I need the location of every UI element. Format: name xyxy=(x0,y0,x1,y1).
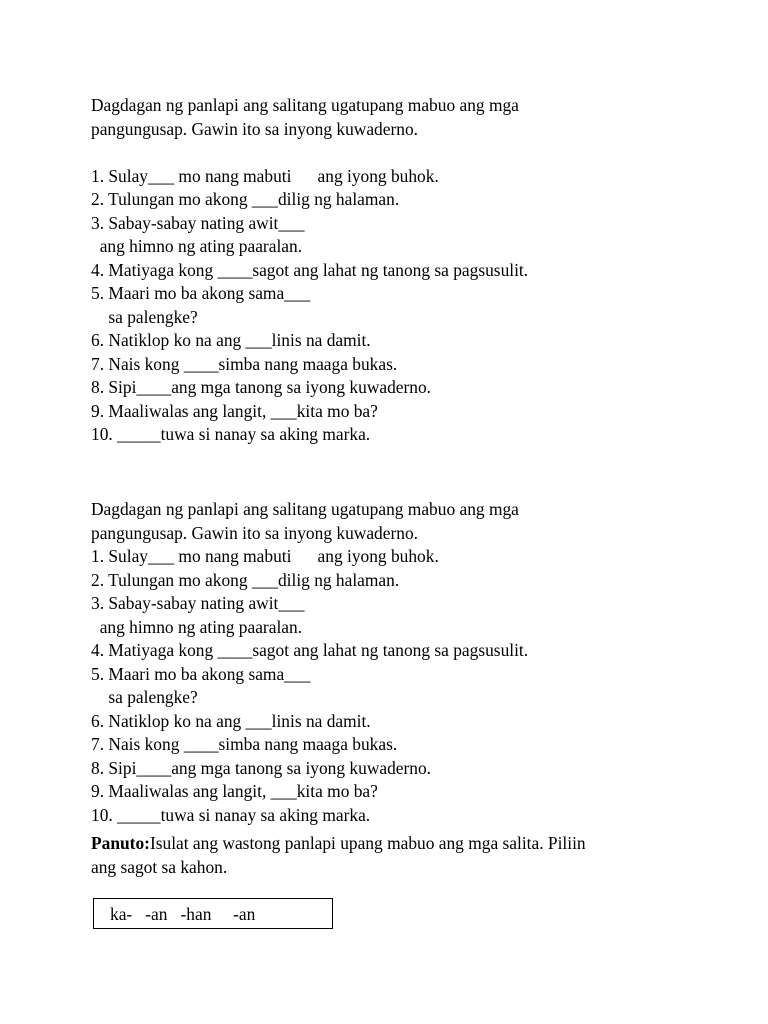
panuto-line-2: ang sagot sa kahon. xyxy=(91,856,228,877)
exercise-item: 2. Tulungan mo akong ___dilig ng halaman. xyxy=(91,189,400,209)
spacer xyxy=(91,141,751,165)
exercise-item: 4. Matiyaga kong ____sagot ang lahat ng tanong sa pagsusulit. xyxy=(91,640,529,660)
worksheet-section-2 xyxy=(91,498,751,827)
exercise-item: 8. Sipi____ang mga tanong sa iyong kuwaderno. xyxy=(91,757,432,778)
exercise-item: 9. Maaliwalas ang langit, ___kita mo ba? xyxy=(91,400,378,421)
exercise-item-continuation: ang himno ng ating paaralan. xyxy=(91,236,303,256)
answer-choices-box xyxy=(93,898,333,929)
panuto-line-1 xyxy=(91,832,751,856)
exercise-item: 7. Nais kong ____simba nang maaga bukas. xyxy=(91,734,398,754)
instruction-line-2: pangungusap. Gawin ito sa inyong kuwaderno. xyxy=(91,522,418,543)
exercise-item-continuation: sa palengke? xyxy=(91,687,198,707)
exercise-item: 6. Natiklop ko na ang ___linis na damit. xyxy=(91,710,371,731)
exercise-item: 5. Maari mo ba akong sama___ xyxy=(91,663,311,684)
exercise-item: 10. _____tuwa si nanay sa aking marka. xyxy=(91,804,371,825)
instruction-line-1: Dagdagan ng panlapi ang salitang ugatupang mabuo ang mga xyxy=(91,499,519,519)
exercise-item: 8. Sipi____ang mga tanong sa iyong kuwaderno. xyxy=(91,377,432,397)
exercise-item: 3. Sabay-sabay nating awit___ xyxy=(91,593,305,613)
exercise-item: 5. Maari mo ba akong sama___ xyxy=(91,283,311,303)
panuto-section xyxy=(91,832,751,879)
answer-choices: ka- -an -han -an xyxy=(110,904,256,924)
exercise-item: 10. _____tuwa si nanay sa aking marka. xyxy=(91,424,371,444)
exercise-item: 7. Nais kong ____simba nang maaga bukas. xyxy=(91,353,398,374)
exercise-item: 4. Matiyaga kong ____sagot ang lahat ng tanong sa pagsusulit. xyxy=(91,259,529,280)
worksheet-section-1 xyxy=(91,94,751,447)
exercise-item-continuation: ang himno ng ating paaralan. xyxy=(91,616,303,637)
exercise-item: 1. Sulay___ mo nang mabuti ang iyong buhok. xyxy=(91,546,439,566)
exercise-item: 9. Maaliwalas ang langit, ___kita mo ba? xyxy=(91,781,378,801)
exercise-item: 2. Tulungan mo akong ___dilig ng halaman. xyxy=(91,569,400,590)
exercise-item: 3. Sabay-sabay nating awit___ xyxy=(91,212,305,233)
panuto-text: Isulat ang wastong panlapi upang mabuo ang mga salita. Piliin xyxy=(149,833,586,853)
exercise-item: 6. Natiklop ko na ang ___linis na damit. xyxy=(91,330,371,350)
instruction-line-2: pangungusap. Gawin ito sa inyong kuwaderno. xyxy=(91,118,418,139)
exercise-item: 1. Sulay___ mo nang mabuti ang iyong buhok. xyxy=(91,165,439,186)
panuto-label: Panuto: xyxy=(91,833,150,853)
exercise-item-continuation: sa palengke? xyxy=(91,306,198,327)
instruction-line-1: Dagdagan ng panlapi ang salitang ugatupang mabuo ang mga xyxy=(91,95,519,115)
